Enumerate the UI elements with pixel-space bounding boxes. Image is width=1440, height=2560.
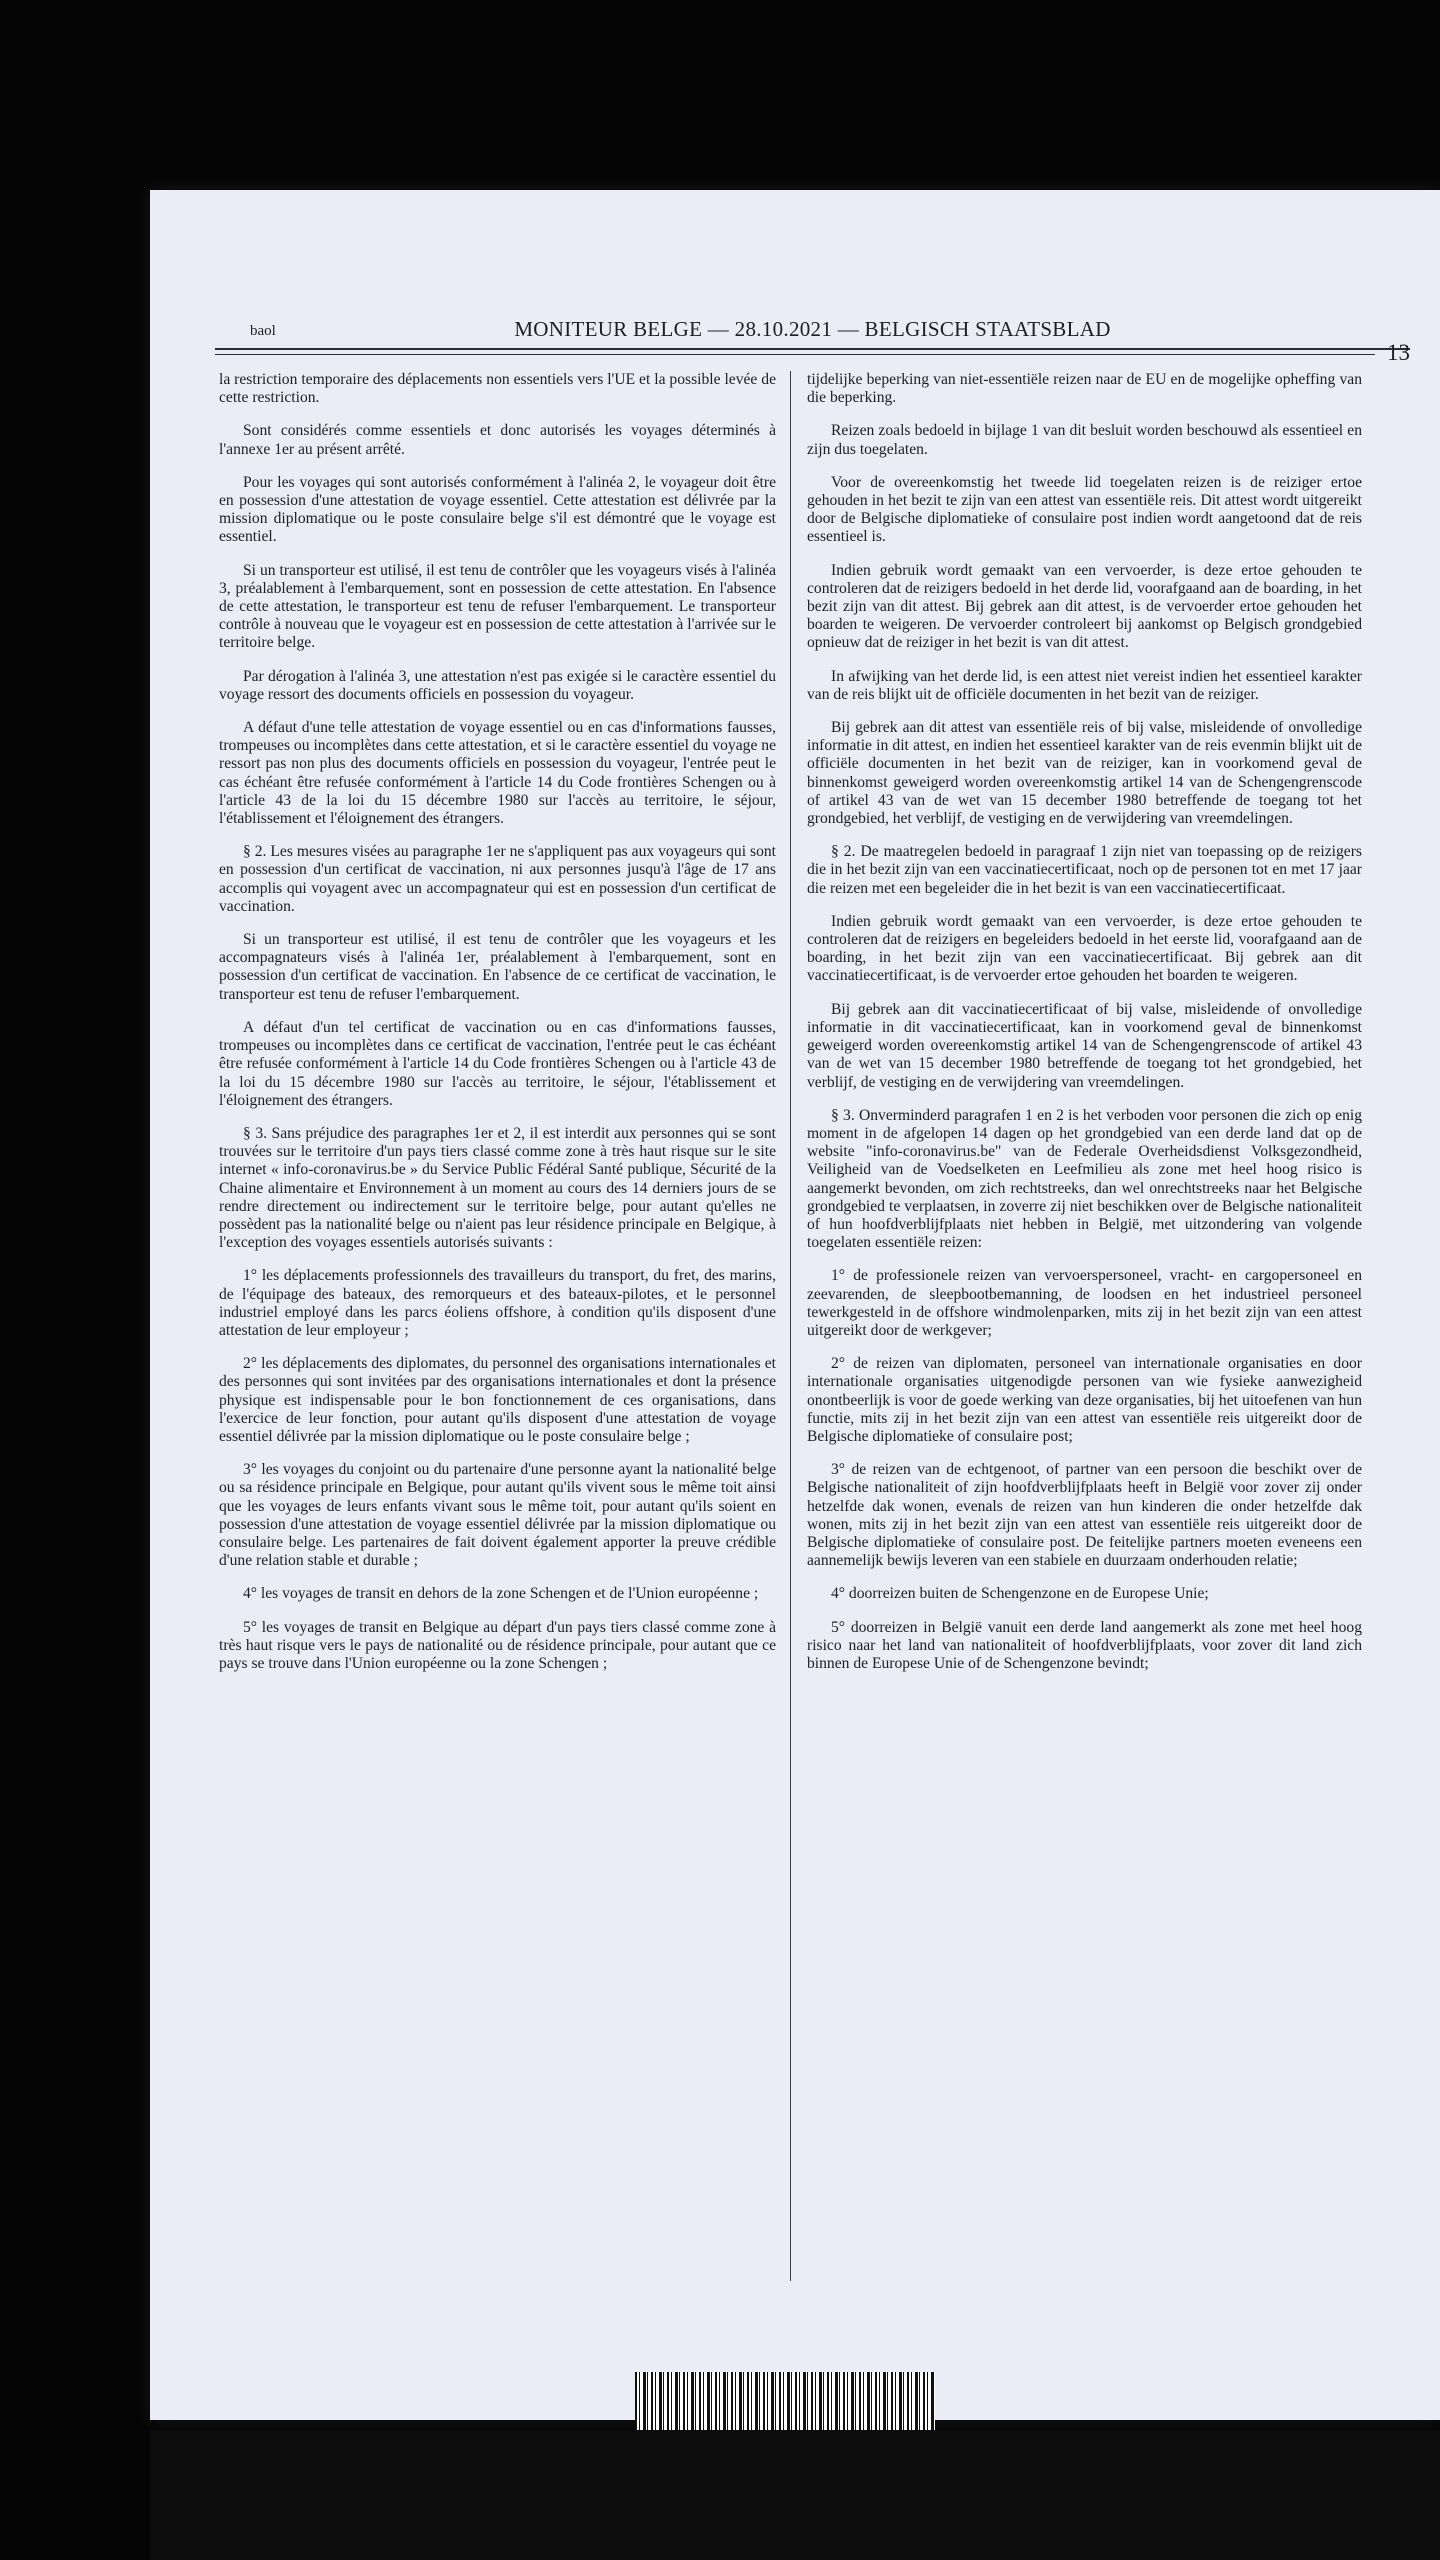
fr-paragraph: la restriction temporaire des déplacements non essentiels vers l'UE et la possible levée de cette restriction. <box>219 371 776 407</box>
fr-paragraph: A défaut d'une telle attestation de voyage essentiel ou en cas d'informations fausses, trompeuses ou incomplètes dans cette attestation, et si le caractère essentiel du voyage ne ressort pas non plus des documents officiels en possession du voyageur, l'entrée peut le cas échéant être refusée conformément à l'article 14 du Code frontières Schengen ou à l'article 43 de la loi du 15 décembre 1980 sur l'accès au territoire, le séjour, l'établissement et l'éloignement des étrangers. <box>219 719 776 828</box>
fr-paragraph: § 2. Les mesures visées au paragraphe 1er ne s'appliquent pas aux voyageurs qui sont en possession d'un certificat de vaccination, ni aux personnes jusqu'à l'âge de 17 ans accomplis qui voyagent avec un accompagnateur qui est en possession d'un certificat de vaccination. <box>219 843 776 915</box>
nl-paragraph: tijdelijke beperking van niet-essentiële reizen naar de EU en de mogelijke opheffing van die beperking. <box>807 371 1362 407</box>
header-rule <box>215 354 1375 355</box>
fr-paragraph: Par dérogation à l'alinéa 3, une attestation n'est pas exigée si le caractère essentiel du voyage ressort des documents officiels en possession du voyageur. <box>219 667 776 703</box>
gazette-page <box>215 308 1410 2291</box>
fr-paragraph: A défaut d'un tel certificat de vaccination ou en cas d'informations fausses, trompeuses ou incomplètes dans ce certificat de vaccination, l'entrée peut le cas échéant être refusée conformément à l'article 14 du Code frontières Schengen ou à l'article 43 de la loi du 15 décembre 1980 sur l'accès au territoire, le séjour, l'établissement et l'éloignement des étrangers. <box>219 1018 776 1109</box>
nl-paragraph: Reizen zoals bedoeld in bijlage 1 van dit besluit worden beschouwd als essentieel en zijn dus toegelaten. <box>807 422 1362 458</box>
dutch-column <box>791 371 1366 2291</box>
page-title: MONITEUR BELGE — 28.10.2021 — BELGISCH STAATSBLAD <box>514 317 1111 341</box>
fr-paragraph: Si un transporteur est utilisé, il est tenu de contrôler que les voyageurs visés à l'alinéa 3, préalablement à l'embarquement, sont en possession de cette attestation. En l'absence de cette attestation, le transporteur est tenu de refuser l'embarquement. Le transporteur contrôle à nouveau que le voyageur est en possession de cette attestation à l'arrivée sur le territoire belge. <box>219 561 776 652</box>
nl-paragraph: Bij gebrek aan dit attest van essentiële reis of bij valse, misleidende of onvolledige informatie in dit attest, en indien het essentieel karakter van de reis evenmin blijkt uit de officiële documenten in het bezit van de reiziger, kan in voorkomend geval de binnenkomst geweigerd worden overeenkomstig artikel 14 van de Schengengrenscode of artikel 43 van de wet van 15 december 1980 betreffende de toegang tot het grondgebied, het verblijf, de vestiging en de verwijdering van vreemdelingen. <box>807 719 1362 828</box>
nl-paragraph: Indien gebruik wordt gemaakt van een vervoerder, is deze ertoe gehouden te controleren dat de reizigers bedoeld in het derde lid, voorafgaand aan de boarding, in het bezit zijn van dit attest. Bij gebrek aan dit attest, is de vervoerder ertoe gehouden het boarden te weigeren. De vervoerder controleert bij aankomst op Belgisch grondgebied opnieuw dat de reiziger in het bezit is van dit attest. <box>807 561 1362 652</box>
nl-paragraph: 3° de reizen van de echtgenoot, of partner van een persoon die beschikt over de Belgische nationaliteit of zijn hoofdverblijfplaats heeft in België voor zover zij onder hetzelfde dak wonen, evenals de reizen van hun kinderen die onder hetzelfde dak wonen, mits zij in het bezit zijn van een attest van essentiële reis uitgereikt door de Belgische diplomatieke of consulaire post. De feitelijke partners moeten eveneens een aannemelijk bewijs leveren van een stabiele en duurzaam onderhouden relatie; <box>807 1461 1362 1570</box>
text-columns <box>215 371 1410 2291</box>
screen-bezel <box>150 2430 1440 2560</box>
french-column <box>215 371 790 2291</box>
nl-paragraph: Indien gebruik wordt gemaakt van een vervoerder, is deze ertoe gehouden te controleren dat de reizigers en begeleiders bedoeld in het eerste lid, voorafgaand aan de boarding, in het bezit zijn van een vaccinatiecertificaat. Bij gebrek aan dit vaccinatiecertificaat, is de vervoerder ertoe gehouden het boarden te weigeren. <box>807 912 1362 985</box>
nl-paragraph: Voor de overeenkomstig het tweede lid toegelaten reizen is de reiziger ertoe gehouden in het bezit te zijn van een attest van essentiële reis. Dit attest wordt uitgereikt door de Belgische diplomatieke of consulaire post indien wordt aangetoond dat de reis essentieel is. <box>807 473 1362 546</box>
fr-paragraph: 2° les déplacements des diplomates, du personnel des organisations internationales et des personnes qui sont invitées par des organisations internationales et dont la présence physique est indispensable pour le bon fonctionnement de ces organisations, dans l'exercice de leur fonction, pour autant qu'ils disposent d'une attestation de voyage essentiel délivrée par la mission diplomatique ou le poste consulaire belge ; <box>219 1355 776 1445</box>
nl-paragraph: 4° doorreizen buiten de Schengenzone en de Europese Unie; <box>831 1585 1209 1603</box>
fr-paragraph: Si un transporteur est utilisé, il est tenu de contrôler que les voyageurs et les accompagnateurs visés à l'alinéa 1er, préalablement à l'embarquement, sont en possession d'un certificat de vaccination. En l'absence de ce certificat de vaccination, le transporteur est tenu de refuser l'embarquement. <box>219 931 776 1003</box>
fr-paragraph: 3° les voyages du conjoint ou du partenaire d'une personne ayant la nationalité belge ou sa résidence principale en Belgique, pour autant qu'ils vivent sous le même toit ainsi que les voyages de leurs enfants vivant sous le même toit, pour autant qu'ils soient en possession d'une attestation de voyage essentiel délivrée par la mission diplomatique ou consulaire belge. Les partenaires de fait doivent également apporter la preuve crédible d'une relation stable et durable ; <box>219 1461 776 1570</box>
header-left-mark: baol <box>250 323 276 339</box>
nl-paragraph: Bij gebrek aan dit vaccinatiecertificaat of bij valse, misleidende of onvolledige informatie in dit vaccinatiecertificaat, kan in voorkomend geval de binnenkomst geweigerd worden overeenkomstig artikel 14 van de Schengengrenscode of artikel 43 van de wet van 15 december 1980 betreffende de toegang tot het grondgebied, het verblijf, de vestiging en de verwijdering van vreemdelingen. <box>807 1000 1362 1091</box>
fr-paragraph: § 3. Sans préjudice des paragraphes 1er et 2, il est interdit aux personnes qui se sont trouvées sur le territoire d'un pays tiers classé comme zone à très haut risque sur le site internet « info-coronavirus.be » du Service Public Fédéral Santé publique, Sécurité de la Chaine alimentaire et Environnement à un moment au cours des 14 derniers jours de se rendre directement ou indirectement sur le territoire belge, pour autant qu'elles ne possèdent pas la nationalité belge ou n'aient pas leur résidence principale en Belgique, à l'exception des voyages essentiels autorisés suivants : <box>219 1124 776 1252</box>
fr-paragraph: Pour les voyages qui sont autorisés conformément à l'alinéa 2, le voyageur doit être en possession d'une attestation de voyage essentiel. Cette attestation est délivrée par la mission diplomatique ou le poste consulaire belge s'il est démontré que le voyage est essentiel. <box>219 473 776 546</box>
nl-paragraph: § 3. Onverminderd paragrafen 1 en 2 is het verboden voor personen die zich op enig moment in de afgelopen 14 dagen op het grondgebied van een derde land dat op de website "info-coronavirus.be" van de Federale Overheidsdienst Volksgezondheid, Veiligheid van de Voedselketen en Leefmilieu als zone met heel hoog risico is aangemerkt bevonden, om zich rechtstreeks, dan wel onrechtstreeks naar het Belgische grondgebied te verplaatsen, in zoverre zij niet beschikken over de Belgische nationaliteit of hun hoofdverblijfplaats niet hebben in België, met uitzondering van volgende toegelaten essentiële reizen: <box>807 1106 1362 1252</box>
nl-paragraph: In afwijking van het derde lid, is een attest niet vereist indien het essentieel karakter van de reis blijkt uit de officiële documenten in het bezit van de reiziger. <box>807 667 1362 703</box>
nl-paragraph: 2° de reizen van diplomaten, personeel van internationale organisaties en door internationale organisaties uitgenodigde personen van wie fysieke aanwezigheid onontbeerlijk is voor de goede werking van deze organisaties, bij het uitoefenen van hun functie, mits zij in het bezit zijn van een attest van essentiële reis uitgereikt door de Belgische diplomatieke of consulaire post; <box>807 1355 1362 1445</box>
nl-paragraph: § 2. De maatregelen bedoeld in paragraaf 1 zijn niet van toepassing op de reizigers die in het bezit zijn van een vaccinatiecertificaat, noch op de personen tot en met 17 jaar die reizen met een begeleider die in het bezit is van een vaccinatiecertificaat. <box>807 843 1362 897</box>
page-number: 13 <box>1387 340 1410 365</box>
nl-paragraph: 1° de professionele reizen van vervoerspersoneel, vracht- en cargopersoneel en zeevarenden, de sleepbootbemanning, de loodsen en het industrieel personeel tewerkgesteld in de offshore windmolenparken, mits zij in het bezit zijn van een attest uitgereikt door de werkgever; <box>807 1267 1362 1339</box>
document-screen <box>150 190 1440 2420</box>
fr-paragraph: 5° les voyages de transit en Belgique au départ d'un pays tiers classé comme zone à très haut risque vers le pays de nationalité ou de résidence principale, pour autant que ce pays se trouve dans l'Union européenne ou la zone Schengen ; <box>219 1618 776 1672</box>
fr-paragraph: 1° les déplacements professionnels des travailleurs du transport, du fret, des marins, de l'équipage des bateaux, des remorqueurs et des bateaux-pilotes, et le personnel industriel employé dans les parcs éoliens offshore, à condition qu'ils disposent d'une attestation de leur employeur ; <box>219 1267 776 1339</box>
nl-paragraph: 5° doorreizen in België vanuit een derde land aangemerkt als zone met heel hoog risico naar het land van nationaliteit of hoofdverblijfplaats, voor zover dit land zich binnen de Europese Unie of de Schengenzone bevindt; <box>807 1618 1362 1672</box>
fr-paragraph: 4° les voyages de transit en dehors de la zone Schengen et de l'Union européenne ; <box>243 1585 759 1603</box>
page-header <box>215 308 1410 365</box>
fr-paragraph: Sont considérés comme essentiels et donc autorisés les voyages déterminés à l'annexe 1er au présent arrêté. <box>219 422 776 458</box>
